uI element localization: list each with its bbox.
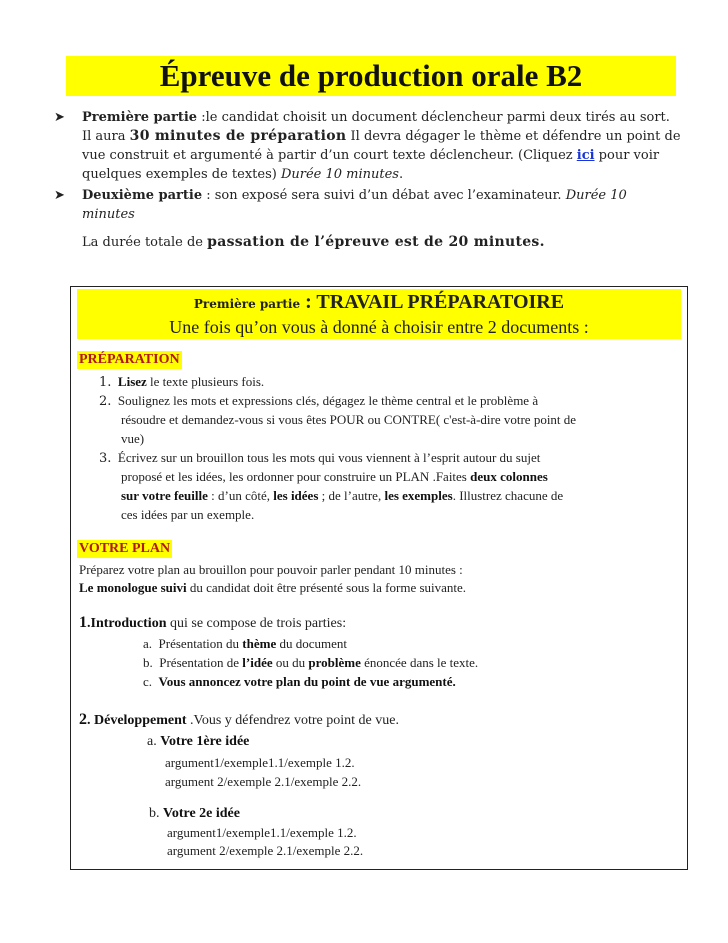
- intro-heading: 1.Introduction qui se compose de trois parties:: [79, 614, 347, 631]
- part1-text-b: Il devra dégager le thème et défendre un point de vue construit et argumenté à partir d’un court texte déclencheur. (Cliquez: [82, 129, 681, 163]
- step-1: 1. Lisez le texte plusieurs fois.: [99, 374, 265, 390]
- intro-item-a: a. Présentation du thème du document: [143, 636, 347, 651]
- step-3-line2: proposé et les idées, les ordonner pour construire un PLAN .Faites deux colonnes: [121, 469, 548, 484]
- idea1-heading: a. Votre 1ère idée: [147, 734, 250, 749]
- box-head-big: : TRAVAIL PRÉPARATOIRE: [300, 291, 565, 313]
- part1-text-c: pour voir quelques exemples de textes): [82, 148, 660, 182]
- step-3-line4: ces idées par un exemple.: [121, 507, 255, 522]
- idea2-line2: argument 2/exemple 2.1/exemple 2.2.: [167, 843, 364, 858]
- preparation-label: PRÉPARATION: [79, 352, 180, 367]
- part2-label: Deuxième partie: [82, 188, 203, 203]
- idea1-line1: argument1/exemple1.1/exemple 1.2.: [165, 755, 355, 770]
- plan-line2: Le monologue suivi du candidat doit être présenté sous la forme suivante.: [79, 580, 467, 595]
- page-title: Épreuve de production orale B2: [159, 58, 583, 93]
- idea2-heading: b. Votre 2e idée: [149, 806, 240, 821]
- intro-item-b: b. Présentation de l’idée ou du problème énoncée dans le texte.: [143, 655, 479, 670]
- part1-prep-time: 30 minutes de préparation: [129, 128, 347, 144]
- total-duration: [62, 233, 682, 252]
- arrow-bullet-icon: ➤: [54, 188, 65, 203]
- idea2-line1: argument1/exemple1.1/exemple 1.2.: [167, 825, 357, 840]
- part1-label: Première partie: [82, 110, 198, 125]
- step-2-line2: résoudre et demandez-vous si vous êtes POUR ou CONTRE( c'est-à-dire votre point de: [121, 412, 577, 427]
- step-2: 2. Soulignez les mots et expressions clés, dégagez le thème central et le problème à: [99, 393, 539, 409]
- box-header: [77, 289, 681, 339]
- part1-duration: Durée 10 minutes: [280, 167, 399, 182]
- box-head-sub: Une fois qu’on vous à donné à choisir entre 2 documents :: [169, 317, 589, 337]
- intro-item-c: c. Vous annoncez votre plan du point de vue argumenté.: [143, 674, 456, 689]
- preparation-box: [70, 286, 688, 870]
- bullet-part1: [54, 108, 682, 184]
- dev-heading: 2. Développement .Vous y défendrez votre point de vue.: [79, 711, 399, 728]
- title-banner: [66, 56, 676, 96]
- total-bold: passation de l’épreuve est de 20 minutes.: [207, 234, 545, 250]
- step-3-line3: sur votre feuille : d’un côté, les idées ; de l’autre, les exemples. Illustrez chacune de: [121, 488, 564, 503]
- bullet-part2: [54, 186, 682, 224]
- part1-end: .: [398, 167, 404, 182]
- part1-text-a: :le candidat choisit un document déclencheur parmi deux tirés au sort. Il aura: [82, 110, 670, 144]
- total-prefix: La durée totale de: [82, 235, 208, 250]
- step-3: 3. Écrivez sur un brouillon tous les mots qui vous viennent à l’esprit autour du sujet: [99, 450, 541, 466]
- idea1-line2: argument 2/exemple 2.1/exemple 2.2.: [165, 774, 362, 789]
- part2-duration: Durée 10 minutes: [82, 188, 627, 222]
- part2-paragraph: [62, 186, 682, 224]
- plan-line1: Préparez votre plan au brouillon pour pouvoir parler pendant 10 minutes :: [79, 562, 463, 577]
- part1-paragraph: [62, 108, 682, 184]
- plan-label: VOTRE PLAN: [79, 541, 171, 556]
- box-head-small: Première partie: [193, 297, 301, 311]
- step-2-line3: vue): [121, 431, 145, 446]
- examples-link[interactable]: ici: [576, 148, 595, 163]
- arrow-bullet-icon: ➤: [54, 110, 65, 125]
- part2-text: : son exposé sera suivi d’un débat avec l’examinateur.: [202, 188, 566, 203]
